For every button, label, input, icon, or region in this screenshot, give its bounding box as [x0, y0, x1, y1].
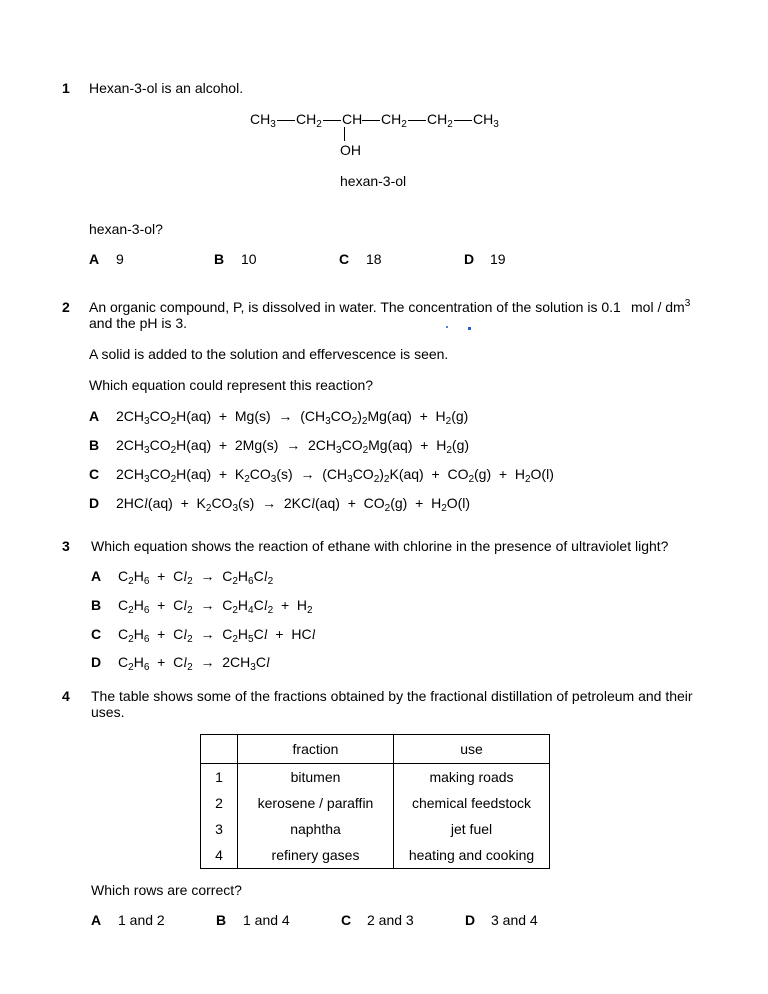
table-row [201, 790, 550, 816]
table-cell: naphtha [238, 816, 394, 842]
stray-dot [468, 327, 471, 330]
formula-ch2-2: $CH_2$ [381, 111, 407, 130]
formula-oh: OH [340, 142, 361, 158]
q1-option-b-letter: B [214, 251, 225, 267]
table-header-row [201, 735, 550, 764]
formula-ch: CH [342, 111, 363, 127]
q3-option-b-equation: $C_2H_6 + Cl_2 \to C_2H_4Cl_2 + H_2$ [118, 597, 313, 616]
q4-option-c-text: 2 and 3 [367, 912, 414, 928]
table-row [201, 764, 550, 791]
q1-option-d-letter: D [464, 251, 475, 267]
concentration-unit: mol / $dm^3$ [631, 298, 691, 315]
question-2-question: Which equation could represent this reaction? [89, 377, 374, 393]
q3-option-a-letter: A [91, 568, 102, 584]
table-cell: kerosene / paraffin [238, 790, 394, 816]
q2-option-d-letter: D [89, 495, 100, 511]
fractions-table [200, 734, 550, 869]
question-1-number: 1 [62, 80, 70, 96]
table-row [201, 842, 550, 869]
table-header-cell [201, 735, 238, 764]
table-cell: 1 [201, 764, 238, 791]
q2-option-a-letter: A [89, 408, 100, 424]
q2-option-b-letter: B [89, 437, 100, 453]
question-2-para2: A solid is added to the solution and effervescence is seen. [89, 346, 449, 362]
table-cell: making roads [394, 764, 550, 791]
table-header-cell: use [394, 735, 550, 764]
q2-option-a-equation: $2CH_3CO_2H(aq) + Mg(s) \to (CH_3CO_2)_2Mg(aq) + H_2(g)$ [116, 408, 469, 427]
q2-option-b-equation: $2CH_3CO_2H(aq) + 2Mg(s) \to 2CH_3CO_2Mg(aq) + H_2(g)$ [116, 437, 470, 456]
q2-option-c-letter: C [89, 466, 100, 482]
bond-line [454, 120, 472, 121]
structure-caption: hexan-3-ol [340, 173, 407, 189]
q3-option-b-letter: B [91, 597, 102, 613]
question-4-stem-line1: The table shows some of the fractions obtained by the fractional distillation of petroleum and their [91, 688, 693, 704]
stray-dot [446, 326, 448, 328]
table-cell: jet fuel [394, 816, 550, 842]
q1-option-b-text: 10 [241, 251, 257, 267]
q3-option-d-equation: $C_2H_6 + Cl_2 \to 2CH_3Cl$ [118, 654, 270, 673]
q4-option-a-text: 1 and 2 [118, 912, 165, 928]
bond-line [277, 120, 295, 121]
question-1-stem: Hexan-3-ol is an alcohol. [89, 80, 244, 96]
q1-option-a-letter: A [89, 251, 100, 267]
question-4-number: 4 [62, 688, 70, 704]
formula-ch2-1: $CH_2$ [296, 111, 322, 130]
q2-option-c-equation: $2CH_3CO_2H(aq) + K_2CO_3(s) \to (CH_3CO_2)_2K(aq) + CO_2(g) + H_2O(l)$ [116, 466, 554, 485]
q4-option-b-letter: B [216, 912, 227, 928]
bond-line [408, 120, 426, 121]
question-3-question: Which equation shows the reaction of ethane with chlorine in the presence of ultraviolet light? [91, 538, 669, 554]
q2-option-d-equation: $2HCl(aq) + K_2CO_3(s) \to 2KCl(aq) + CO_2(g) + H_2O(l)$ [116, 495, 471, 514]
table-cell: 2 [201, 790, 238, 816]
table-cell: refinery gases [238, 842, 394, 869]
question-4-question: Which rows are correct? [91, 882, 242, 898]
question-2-stem-line1: An organic compound, P, is dissolved in water. The concentration of the solution is 0.1 [89, 299, 621, 315]
q4-option-b-text: 1 and 4 [243, 912, 290, 928]
q1-option-d-text: 19 [490, 251, 506, 267]
bond-line [362, 120, 380, 121]
table-cell: bitumen [238, 764, 394, 791]
q1-option-a-text: 9 [116, 251, 124, 267]
table-row [201, 816, 550, 842]
table-cell: 4 [201, 842, 238, 869]
q4-option-d-text: 3 and 4 [491, 912, 538, 928]
question-3-number: 3 [62, 538, 70, 554]
q1-option-c-text: 18 [366, 251, 382, 267]
question-1-question: hexan-3-ol? [89, 221, 163, 237]
question-2-stem-line2: and the pH is 3. [89, 315, 188, 331]
q4-option-c-letter: C [341, 912, 352, 928]
q3-option-d-letter: D [91, 654, 102, 670]
q4-option-d-letter: D [465, 912, 476, 928]
q4-option-a-letter: A [91, 912, 102, 928]
bond-line-vertical [344, 127, 345, 141]
q3-option-a-equation: $C_2H_6 + Cl_2 \to C_2H_6Cl_2$ [118, 568, 274, 587]
question-2-number: 2 [62, 299, 70, 315]
formula-ch3-right: $CH_3$ [473, 111, 499, 130]
question-4-stem-line2: uses. [91, 704, 125, 720]
formula-ch3-left: $CH_3$ [250, 111, 276, 130]
q3-option-c-letter: C [91, 626, 102, 642]
table-cell: heating and cooking [394, 842, 550, 869]
table-cell: 3 [201, 816, 238, 842]
table-cell: chemical feedstock [394, 790, 550, 816]
formula-ch2-3: $CH_2$ [427, 111, 453, 130]
table-header-cell: fraction [238, 735, 394, 764]
q3-option-c-equation: $C_2H_6 + Cl_2 \to C_2H_5Cl$ + HCl [118, 626, 316, 645]
q1-option-c-letter: C [339, 251, 350, 267]
bond-line [323, 120, 341, 121]
